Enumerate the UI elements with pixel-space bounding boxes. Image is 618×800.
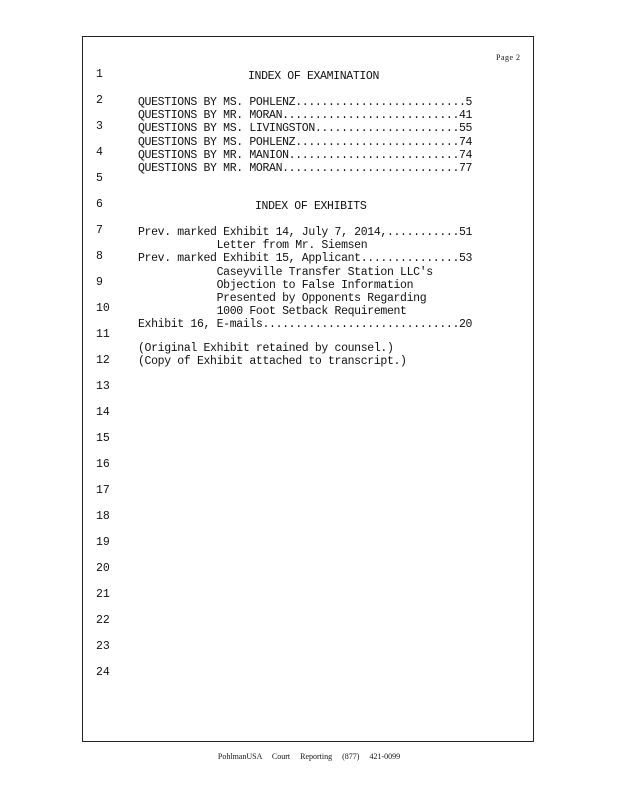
line-number: 11 (96, 328, 110, 341)
line-number: 17 (96, 484, 110, 497)
examination-entry: QUESTIONS BY MS. POHLENZ.........................74 (138, 135, 473, 149)
line-number: 3 (96, 120, 103, 133)
line-number: 14 (96, 406, 110, 419)
line-number: 12 (96, 354, 110, 367)
line-number: 24 (96, 666, 110, 679)
line-number: 7 (96, 224, 103, 237)
line-number: 21 (96, 588, 110, 601)
exhibit-line: Prev. marked Exhibit 14, July 7, 2014,...........51 (138, 226, 473, 239)
exhibit-line: Caseyville Transfer Station LLC's (138, 265, 433, 279)
line-number: 18 (96, 510, 110, 523)
exhibit-note: (Original Exhibit retained by counsel.) (138, 342, 394, 355)
exhibit-line: Presented by Opponents Regarding (138, 292, 427, 305)
line-number: 13 (96, 380, 110, 393)
exhibit-line: Exhibit 16, E-mails..............................20 (138, 318, 473, 332)
line-number: 16 (96, 458, 110, 471)
line-number: 5 (96, 172, 103, 185)
exhibit-line: Prev. marked Exhibit 15, Applicant...............53 (138, 252, 473, 266)
line-number: 20 (96, 562, 110, 575)
page-number: Page 2 (496, 53, 521, 62)
exhibit-note: (Copy of Exhibit attached to transcript.) (138, 355, 407, 369)
exhibit-line: Objection to False Information (138, 278, 414, 292)
line-number: 15 (96, 432, 110, 445)
examination-entry: QUESTIONS BY MR. MORAN...........................41 (138, 109, 473, 123)
exhibit-line: 1000 Foot Setback Requirement (138, 305, 407, 319)
line-number: 22 (96, 614, 110, 627)
exhibit-line: Letter from Mr. Siemsen (138, 239, 368, 253)
line-number: 8 (96, 250, 103, 263)
line-number: 23 (96, 640, 110, 653)
line-number: 2 (96, 94, 103, 107)
examination-entry: QUESTIONS BY MR. MANION..........................74 (138, 148, 473, 162)
examination-entry: QUESTIONS BY MR. MORAN...........................77 (138, 162, 473, 175)
examination-heading: INDEX OF EXAMINATION (248, 70, 380, 83)
examination-entry: QUESTIONS BY MS. POHLENZ..........................5 (138, 96, 473, 109)
line-number: 1 (96, 68, 103, 81)
line-number: 19 (96, 536, 110, 549)
examination-entry: QUESTIONS BY MS. LIVINGSTON......................55 (138, 122, 473, 136)
line-number: 6 (96, 198, 103, 211)
line-number: 9 (96, 276, 103, 289)
footer: PohlmanUSA Court Reporting (877) 421-0099 (217, 752, 401, 761)
line-number: 4 (96, 146, 103, 159)
line-number: 10 (96, 302, 110, 315)
exhibits-heading: INDEX OF EXHIBITS (255, 200, 367, 213)
